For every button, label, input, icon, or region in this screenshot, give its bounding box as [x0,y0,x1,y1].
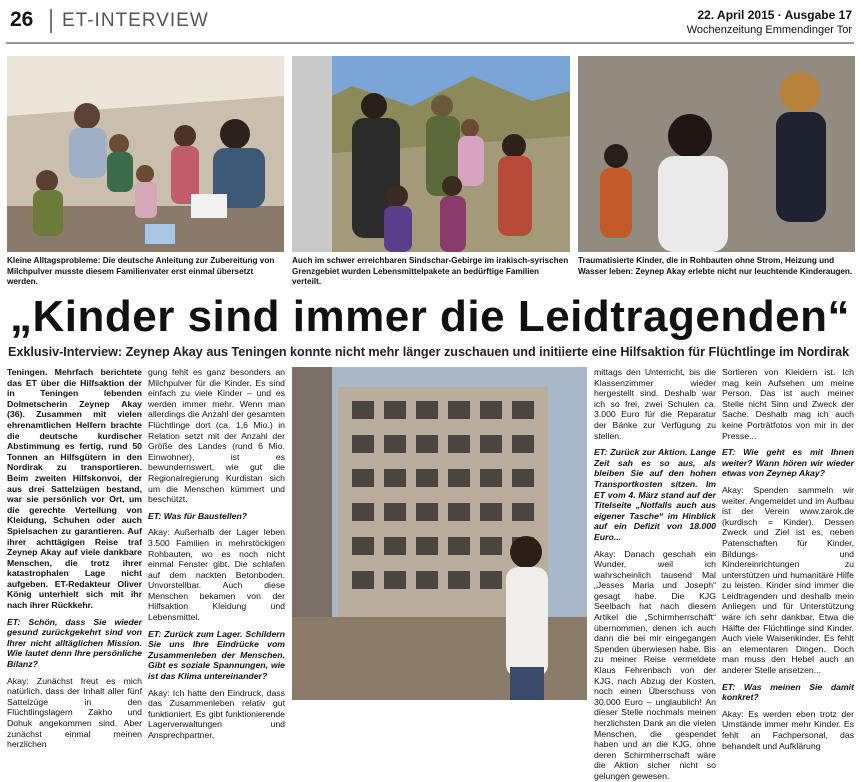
answer-2: Akay: Außerhalb der Lager leben 3.500 Familien in mehrstöckigen Rohbauten, wo es noch nicht einmal Fenster gibt. Die schlafen auf dem nackten Betonboden. Unvorstellbar. Auch diese Menschen bekamen von der Hilfsaktion Kleidung und Lebensmittel. [148,527,285,623]
publication-name: Wochenzeitung Emmendinger Tor [686,24,852,36]
photo-caption-3: Traumatisierte Kinder, die in Rohbauten ohne Strom, Heizung und Wasser leben: Zeynep Akay erlebte nicht nur leuchtende Kinderaugen. [578,256,853,276]
photo-caption-1: Kleine Alltagsprobleme: Die deutsche Anleitung zur Zubereitung von Milchpulver musste diesem Familienvater erst einmal übersetzt werden. [7,256,275,286]
article-column-1 [7,367,142,750]
header-rule [6,42,854,44]
question-5: ET: Wie geht es mit Ihnen weiter? Wann hören wir wieder etwas von Zeynep Akay? [722,447,854,479]
answer-3-cont: mittags den Unterricht, bis die Klassenzimmer wieder hergestellt sind. Deshalb war ich so frei, zwei Schulen ca. 3.000 Euro für die Reparatur der Bänke zur Verfügung zu stellen. [594,367,716,441]
page-header [0,0,860,42]
issue-date: 22. April 2015 · Ausgabe 17 [697,8,852,22]
question-3: ET: Zurück zum Lager. Schildern Sie uns Ihre Eindrücke vom Zusammenleben der Menschen. Gibt es soziale Spannungen, wie ist das Klima untereinander? [148,628,285,682]
answer-5: Akay: Spenden sammeln wir weiter. Angemeldet und im Aufbau ist der Verein www.zarok.de (kurdisch = Kinder). Dessen Zweck und Ziel ist es, neben Patenschaften für Kinder, Bildungs- und Kindereinrichtungen zu unterstützen und humanitäre Hilfe zu leisten. Kinder sind immer die Leidtragenden und deshalb mein Anliegen und für Unterstützung wäre ich sehr dankbar. Etwa die Hälfte der Flüchtlinge sind Kinder. Auch viele Waisenkinder. Es fehlt an elementaren Dingen. Doch man muss den Hebel auch an anderer Stelle ansetzen... [722,484,854,676]
answer-3-start: Akay: Ich hatte den Eindruck, dass das Zusammenleben relativ gut funktioniert. Es gibt funktionierende Lagerverwaltungen und Ansprechpartner, [148,687,285,740]
photo-traumatized-children [578,56,855,252]
answer-1-cont: gung fehlt es ganz besonders an Milchpulver für die Kinder. Es sind einfach zu viele Kinder – und es werden immer mehr. Wenn man allerdings die Anzahl der gesamten Flüchtlinge dort (ca. 1,6 Mio.) in Relation setzt mit der Anzahl der Größe des Landes (rund 6 Mio. Einwohner), ist es bewundernswert, wie gut die Regionalregierung Kurdistan sich um die Menschen kümmert und beschützt. [148,367,285,505]
photo-unfinished-building [292,367,587,700]
question-6: ET: Was meinen Sie damit konkret? [722,681,854,703]
answer-4: Akay: Danach geschah ein Wunder, weil ich wahrscheinlich tausend Mal „Jesses Maria und Joseph“ gesagt habe. Die KJG Seelbach hat nach diesem Artikel die „Schirmherrschaft“ übernommen, denen ich auch dann die bei mir eingegangen Spenden überwiesen habe. Bis zu meiner Reise vermeldete Klaus Fehrenbach von der KJG, nach Abzug der Kosten, noch einen Überschuss von 30.000 Euro – unglaublich! An dieser Stelle nochmals meinen herzlichsten Dank an die vielen Menschen, die gespendet haben und an die KJG, ohne deren Schirmherrschaft wäre die Aktion sicher nicht so gelungen gewesen. [594,548,716,781]
section-title: ET-INTERVIEW [62,10,209,31]
page-number: 26 [10,8,34,31]
answer-4-cont: Sortieren von Kleidern ist. Ich mag kein Aufsehen um meine Person. Das ist auch meiner Stelle nicht Sinn und Zweck der Sache. Deshalb mag ich auch keine Porträtfotos von mir in der Presse... [722,367,854,441]
photo-caption-2: Auch im schwer erreichbaren Sindschar-Gebirge im irakisch-syrischen Grenzgebiet wurden Lebensmittelpakete an bedürftige Familien verteilt. [292,256,569,286]
question-1: ET: Schön, dass Sie wieder gesund zurückgekehrt sind von Ihrer nicht alltäglichen Mission. Wie lautet denn Ihre persönliche Bilanz? [7,616,142,670]
article-headline: „Kinder sind immer die Leidtragenden“ [10,292,850,341]
article-column-5 [722,367,854,751]
intro-paragraph: Teningen. Mehrfach berichtete das ET über die Hilfsaktion der in Teningen lebenden Dolmetscherin Zeynep Akay (36). Zusammen mit vielen ehrenamtlichen Helfern brachte die deutsche kurdischer Abstimmung es fertig, rund 50 Tonnen an Hilfsgütern in den Nordirak zu transportieren. Beim zweiten Hilfskonvoi, der aus drei Sattelzügen bestand, war sie persönlich vor Ort, um die gerechte Verteilung von Kleidung, Schuhen oder auch Spielsachen zu garantieren. Auf ihrer achttägigen Reise traf Zeynep Akay auf viele dankbare Menschen, die trotz ihrer katastrophalen Lage nicht aufgeben. ET-Redakteur Oliver König unterhielt sich mit ihr nach ihrer Rückkehr. [7,367,142,611]
question-2: ET: Was für Baustellen? [148,510,248,521]
article-column-4 [594,367,716,781]
header-divider [50,9,52,33]
photo-tent-family [7,56,284,252]
answer-1-start: Akay: Zunächst freut es mich natürlich, dass der Inhalt aller fünf Sattelzüge in den Flüchtlingslagern Zakho und Dohuk angekommen sind. Aber zunächst einmal meinen herzlichen [7,675,142,750]
answer-6-start: Akay: Es werden eben trotz der Umstände immer mehr Kinder. Es fehlt an Fachpersonal, das behandelt und Aufklärung [722,708,854,751]
photo-mountain-distribution [292,56,570,252]
question-4: ET: Zurück zur Aktion. Lange Zeit sah es so aus, als bleiben Sie auf den hohen Transportkosten sitzen. Im ET vom 4. März stand auf der Titelseite „Notfalls auch aus eigener Tasche“ im Hinblick auf ein Defizit von 18.000 Euro... [594,447,716,542]
article-column-2 [148,367,285,740]
article-subheadline: Exklusiv-Interview: Zeynep Akay aus Teningen konnte nicht mehr länger zuschauen und initiierte eine Hilfsaktion für Flüchtlinge im Nordirak [8,345,850,359]
